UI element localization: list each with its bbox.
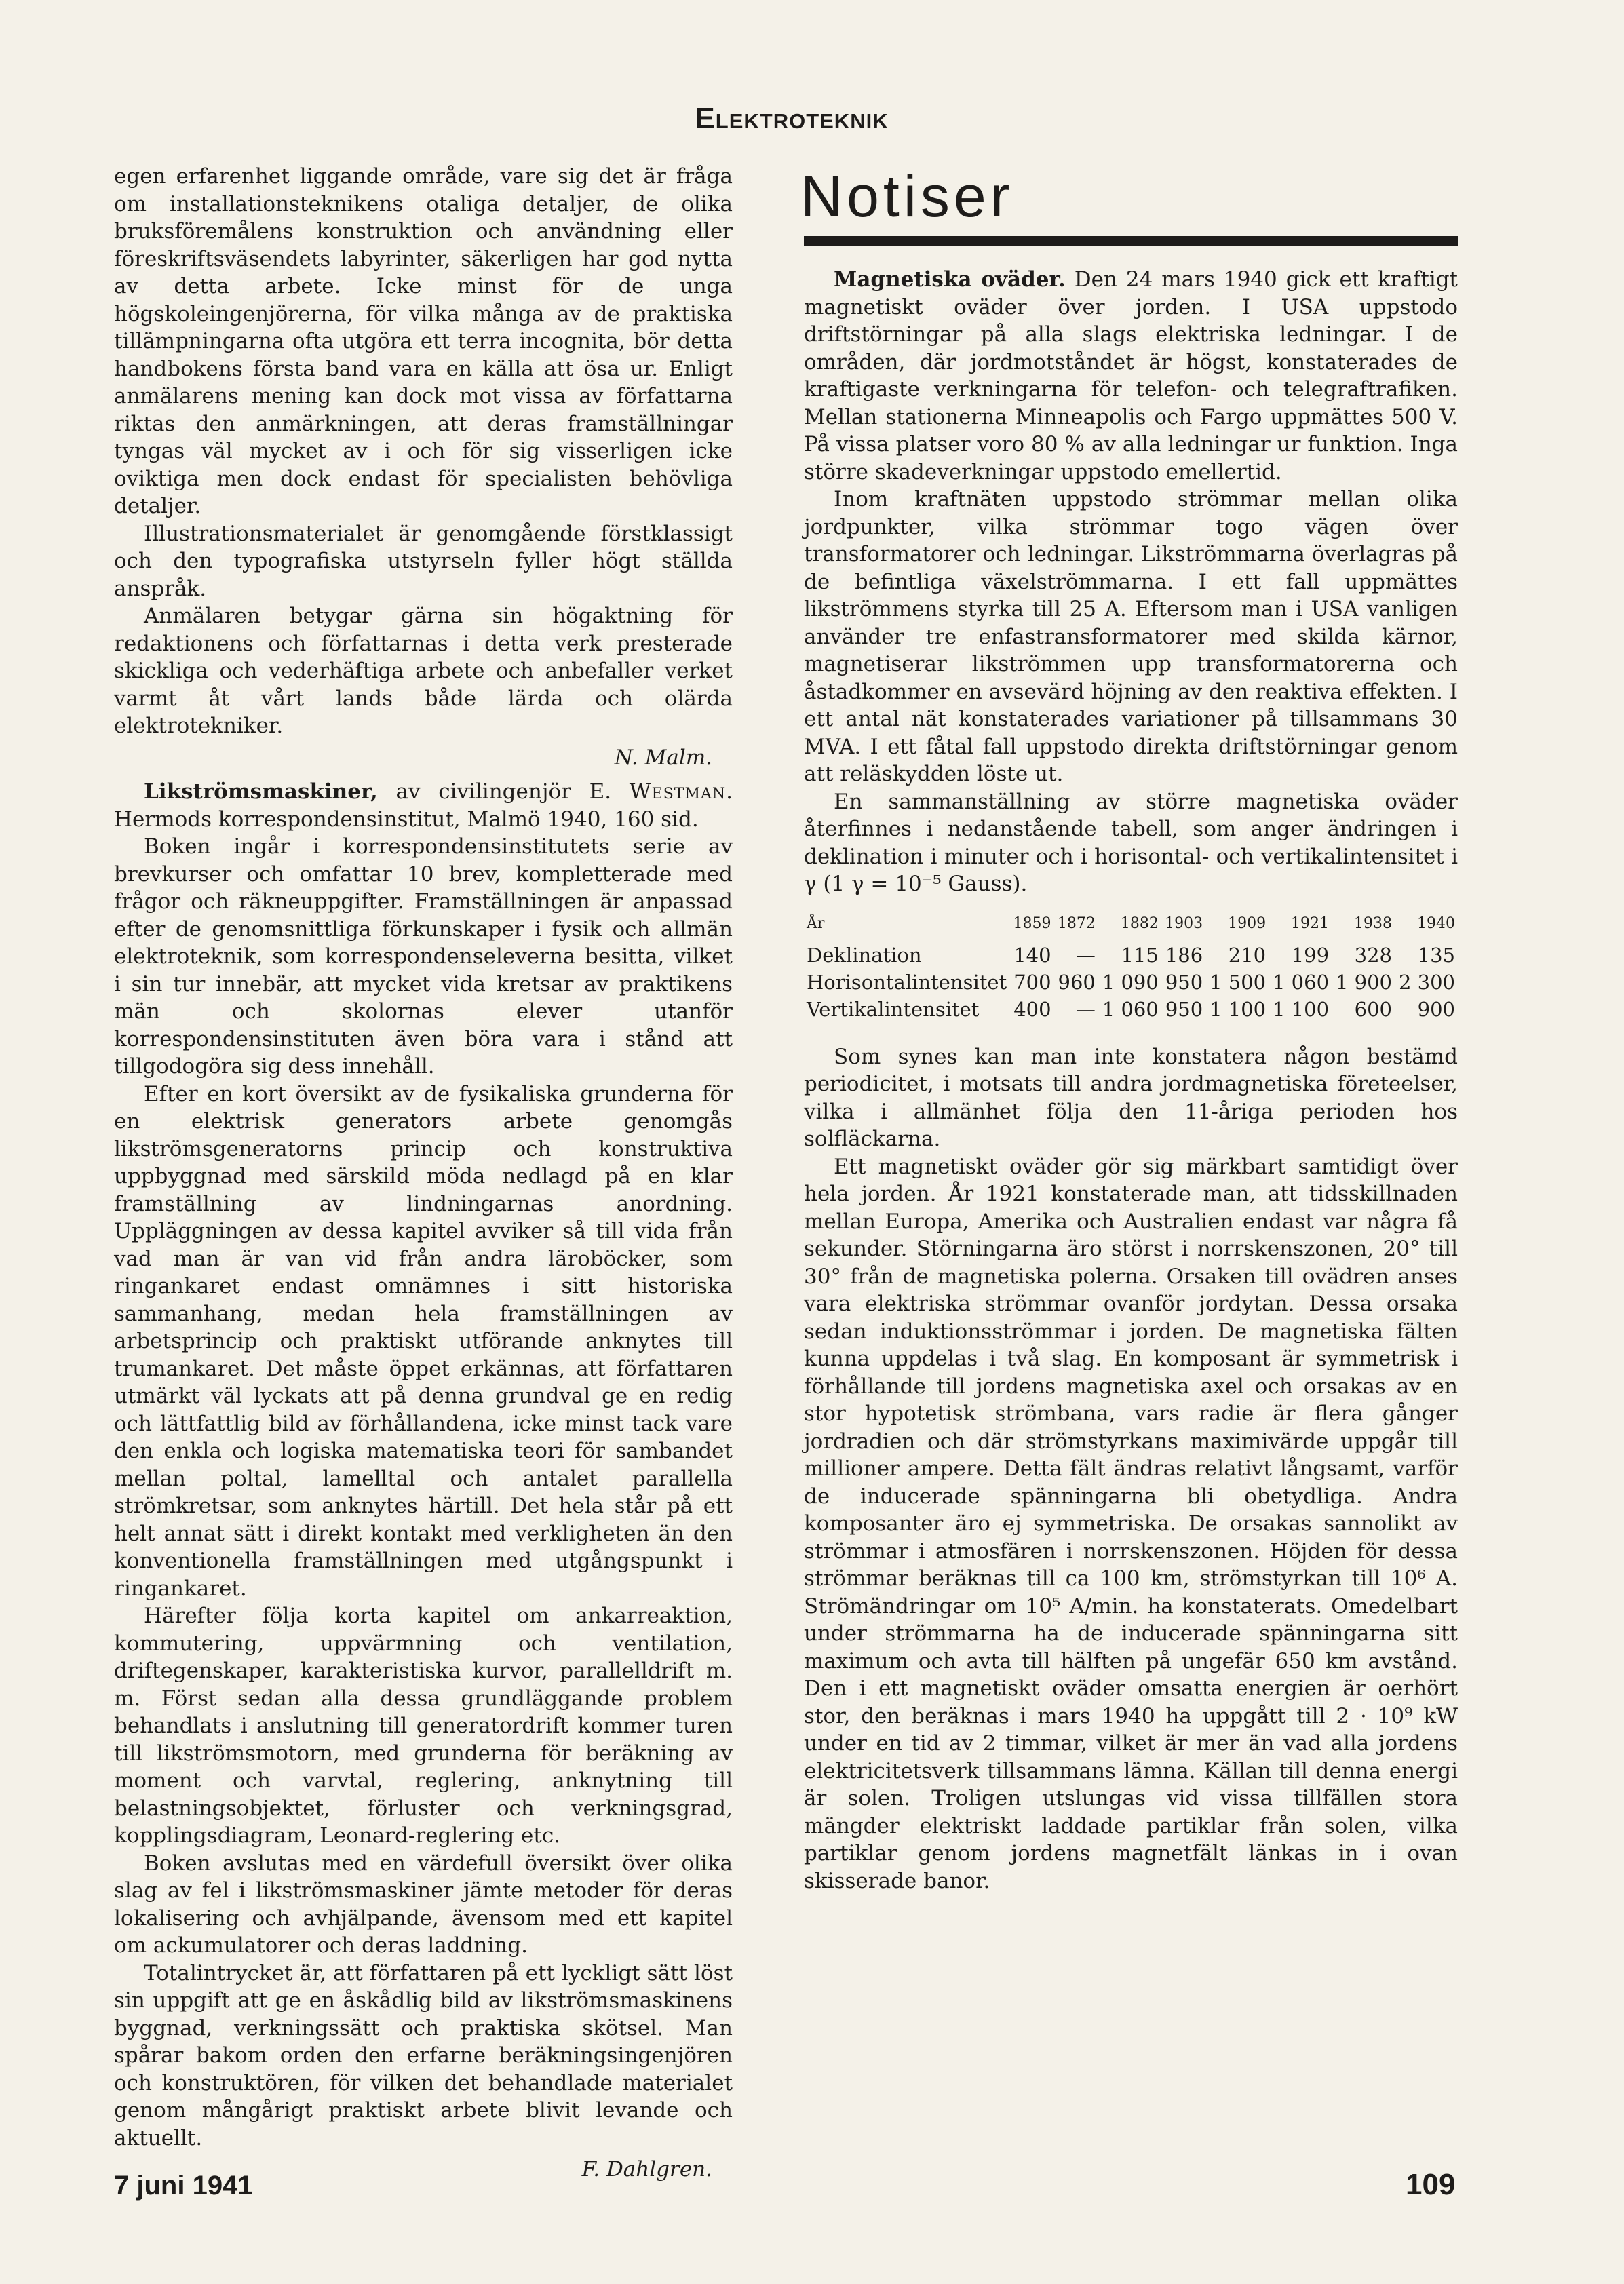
running-title: Elektroteknik (695, 102, 889, 135)
table-year: 1872 (1057, 914, 1096, 932)
review-paragraph: Anmälaren betygar gärna sin högaktning för redaktionens och författarnas i detta verk presterade skickliga och vederhäftiga arbete och anbefaller verket varmt åt vårt lands både lärda och olärda elektrotekniker. (114, 604, 733, 738)
section-title: Notiser (800, 164, 1014, 229)
table-cell: 135 (1417, 943, 1455, 967)
table-cell: 960 (1058, 970, 1096, 994)
table-row-years (804, 910, 1458, 942)
table-cell: 2 300 (1398, 970, 1455, 994)
table-cell: — (1075, 943, 1096, 967)
table-row (804, 996, 1458, 1023)
review-paragraph: Boken ingår i korrespondensinstitutets serie av brevkurser och omfattar 10 brev, kompletterade med frågor och räkneuppgifter. Framställningen är anpassad efter de genomsnittliga förkunskaper i fysik och allmän elektroteknik, som korrespondenseleverna besitta, vilket i sin tur innebär, att mycket vida kretsar av praktikens män och skolornas elever utanför korrespondensinstituten även böra vara i stånd att tillgodogöra sig dess innehåll. (114, 834, 733, 1079)
table-cell: 115 (1121, 943, 1159, 967)
table-cell: 400 (1013, 997, 1051, 1021)
review-paragraph: Illustrationsmaterialet är genomgående förstklassigt och den typografiska utstyrseln fyller högt ställda anspråk. (114, 521, 733, 601)
book-publisher: . Hermods korrespondensinstitut, Malmö 1940, 160 sid. (114, 779, 733, 832)
table-year: 1921 (1291, 914, 1330, 932)
table-row (804, 969, 1458, 996)
table-cell: — (1075, 997, 1096, 1021)
table-cell: 600 (1354, 997, 1392, 1021)
review-paragraph: Totalintrycket är, att författaren på ett lyckligt sätt löst sin uppgift att ge en åskådlig bild av likströmsmaskinens byggnad, verkningssätt och praktiska skötsel. Man spårar bakom orden den erfarne beräkningsingenjören och konstruktören, för vilken det behandlade materialet genom mångårigt praktiskt arbete blivit levande och aktuellt. (114, 1960, 733, 2150)
review-paragraph: Efter en kort översikt av de fysikaliska grunderna för en elektrisk generators arbete genomgås likströmsgeneratorns princip och konstruktiva uppbyggnad med särskild möda nedlagd på en klar framställning av lindningarnas anordning. Uppläggningen av dessa kapitel avviker så till vida från vad man är van vid från andra läroböcker, som ringankaret endast omnämnes i sitt historiska sammanhang, medan hela framställningen av arbetsprincip och praktiskt utförande anknytes till trumankaret. Det måste öppet erkännas, att författaren utmärkt väl lyckats att på denna grundval ge en redig och lättfattlig bild av förhållandena, icke minst tack vare den enkla och logiska matematiska teori för sambandet mellan poltal, lamelltal och antalet parallella strömkretsar, som anknytes härtill. Det hela står på ett helt annat sätt i direkt kontakt med verkligheten än den konventionella framställningen med utgångspunkt i ringankaret. (114, 1081, 733, 1601)
issue-date: 7 juni 1941 (114, 2171, 253, 2201)
table-cell: 1 060 (1102, 997, 1159, 1021)
table-cell: 900 (1417, 997, 1455, 1021)
reviewer-signature: F. Dahlgren. (581, 2157, 712, 2182)
table-cell: 199 (1291, 943, 1330, 967)
table-row-label: Deklination (807, 943, 922, 967)
table-cell: 1 060 (1273, 970, 1330, 994)
table-row (804, 942, 1458, 969)
table-year-label: År (807, 914, 825, 932)
table-year: 1859 (1013, 914, 1051, 932)
table-cell: 186 (1165, 943, 1203, 967)
book-review-heading (114, 778, 733, 833)
review-paragraph: egen erfarenhet liggande område, vare sig det är fråga om installationsteknikens otaliga detaljer, de olika bruksföremålens konstruktion och användning eller föreskriftsväsendets labyrinter, säkerligen har god nytta av detta arbete. Icke minst för de unga högskoleingenjörerna, för vilka många av de praktiska tillämpningarna ofta utgöra ett terra incognita, bör detta handbokens första band vara en källa att ösa ur. Enligt anmälarens mening kan dock mot vissa av författarna riktas den anmärkningen, att deras framställningar tyngas väl mycket av i och för sig visserligen icke oviktiga men dock endast för specialisten behövliga detaljer. (114, 164, 733, 518)
table-cell: 1 100 (1210, 997, 1267, 1021)
table-year: 1909 (1228, 914, 1267, 932)
table-cell: 1 090 (1102, 970, 1159, 994)
table-year: 1903 (1165, 914, 1203, 932)
notice-text: Den 24 mars 1940 gick ett kraftigt magnetiskt oväder över jorden. I USA uppstodo driftstörningar på alla slags elektriska ledningar. I de områden, där jordmotståndet är högst, konstaterades de kraftigaste verkningarna för telefon- och telegraftrafiken. Mellan stationerna Minneapolis och Fargo uppmättes 500 V. På vissa platser voro 80 % av alla ledningar ur funktion. Inga större skadeverkningar uppstodo emellertid. (804, 267, 1458, 484)
table-year: 1938 (1353, 914, 1392, 932)
table-row-label: Vertikalintensitet (807, 997, 980, 1021)
table-cell: 1 500 (1210, 970, 1267, 994)
table-year: 1940 (1417, 914, 1455, 932)
table-cell: 1 900 (1335, 970, 1392, 994)
right-column (804, 266, 1458, 1895)
book-author: Westman (629, 779, 727, 804)
section-rule (804, 236, 1458, 246)
table-cell: 210 (1228, 943, 1267, 967)
book-by: av civilingenjör E. (377, 779, 630, 804)
notice-paragraph: En sammanställning av större magnetiska oväder återfinnes i nedanstående tabell, som anger ändringen i deklination i minuter och i horisontal- och vertikalintensitet i γ (1 γ = 10⁻⁵ Gauss). (804, 789, 1458, 896)
review-paragraph: Härefter följa korta kapitel om ankarreaktion, kommutering, uppvärmning och ventilation, driftegenskaper, karakteristiska kurvor, parallelldrift m. m. Först sedan alla dessa grundläggande problem behandlats i anslutning till generatordrift kommer turen till likströmsmotorn, med grunderna för beräkning av moment och varvtal, reglering, anknytning till belastningsobjektet, förluster och verkningsgrad, kopplingsdiagram, Leonard-reglering etc. (114, 1604, 733, 1848)
book-title: Likströmsmaskiner, (144, 779, 378, 804)
table-cell: 140 (1013, 943, 1051, 967)
table-cell: 1 100 (1273, 997, 1330, 1021)
left-column (114, 163, 733, 2188)
notice-paragraph: Inom kraftnäten uppstodo strömmar mellan olika jordpunkter, vilka strömmar togo vägen över transformatorer och ledningar. Likströmmarna överlagras på de befintliga växelströmmarna. I ett fall uppmättes likströmmens styrka till 25 A. Eftersom man i USA vanligen använder tre enfastransformatorer med skilda kärnor, magnetiserar likströmmen upp transformatorerna och åstadkommer en avsevärd höjning av den reaktiva effekten. I ett antal nät konstaterades variationer på tillsammans 30 MVA. I ett fåtal fall uppstodo direkta driftstörningar genom att reläskydden löste ut. (804, 487, 1458, 786)
notice-paragraph: Som synes kan man inte konstatera någon bestämd periodicitet, i motsats till andra jordmagnetiska företeelser, vilka i allmänhet följa den 11-åriga perioden hos solfläckarna. (804, 1044, 1458, 1151)
notice-title: Magnetiska oväder. (834, 267, 1066, 292)
table-cell: 700 (1013, 970, 1051, 994)
magnetic-storm-table (804, 910, 1458, 1023)
table-year: 1882 (1120, 914, 1159, 932)
table-cell: 950 (1165, 970, 1203, 994)
notice-paragraph: Ett magnetiskt oväder gör sig märkbart samtidigt över hela jorden. År 1921 konstaterade man, att tidsskillnaden mellan Europa, Amerika och Australien endast var några få sekunder. Störningarna äro störst i norrskenszonen, 20° till 30° från de magnetiska polerna. Orsaken till ovädren anses vara elektriska strömmar ovanför jordytan. Dessa orsaka sedan induktionsströmmar i jorden. De magnetiska fälten kunna uppdelas i två slag. En komposant är symmetrisk i förhållande till jordens magnetiska axel och orsakas av en stor hypotetisk strömbana, vars radie är flera gånger jordradien och där strömstyrkans maximivärde uppgår till millioner ampere. Detta fält ändras relativt långsamt, varför de inducerade spänningarna bli obetydliga. Andra komposanter äro ej symmetriska. De orsakas sannolikt av strömmar i atmosfären i norrskenszonen. Höjden för dessa strömmar beräknas till ca 100 km, strömstyrkan till 10⁶ A. Strömändringar om 10⁵ A/min. ha konstaterats. Omedelbart under strömmarna ha de inducerade spänningarna sitt maximum och avta till hälften på ungefär 650 km avstånd. Den i ett magnetiskt oväder omsatta energien är oerhört stor, den beräknas i mars 1940 ha uppgått till 2 · 10⁹ kW under en tid av 2 timmar, vilket är mer än vad alla jordens elektricitetsverk tillsammans lämna. Källan till denna energi är solen. Troligen utslungas vid vissa tillfällen stora mängder elektriskt laddade partiklar från solen, vilka partiklar genom jordens magnetfält länkas in i ovan skisserade banor. (804, 1154, 1458, 1893)
page-number: 109 (1406, 2168, 1456, 2201)
table-cell: 950 (1165, 997, 1203, 1021)
review-paragraph: Boken avslutas med en värdefull översikt över olika slag av fel i likströmsmaskiner jämte metoder för deras lokalisering och avhjälpande, ävensom med ett kapitel om ackumulatorer och deras laddning. (114, 1851, 733, 1958)
table-row-label: Horisontalintensitet (807, 970, 1007, 994)
table-cell: 328 (1354, 943, 1392, 967)
notice-paragraph (804, 266, 1458, 486)
reviewer-signature: N. Malm. (614, 745, 712, 770)
